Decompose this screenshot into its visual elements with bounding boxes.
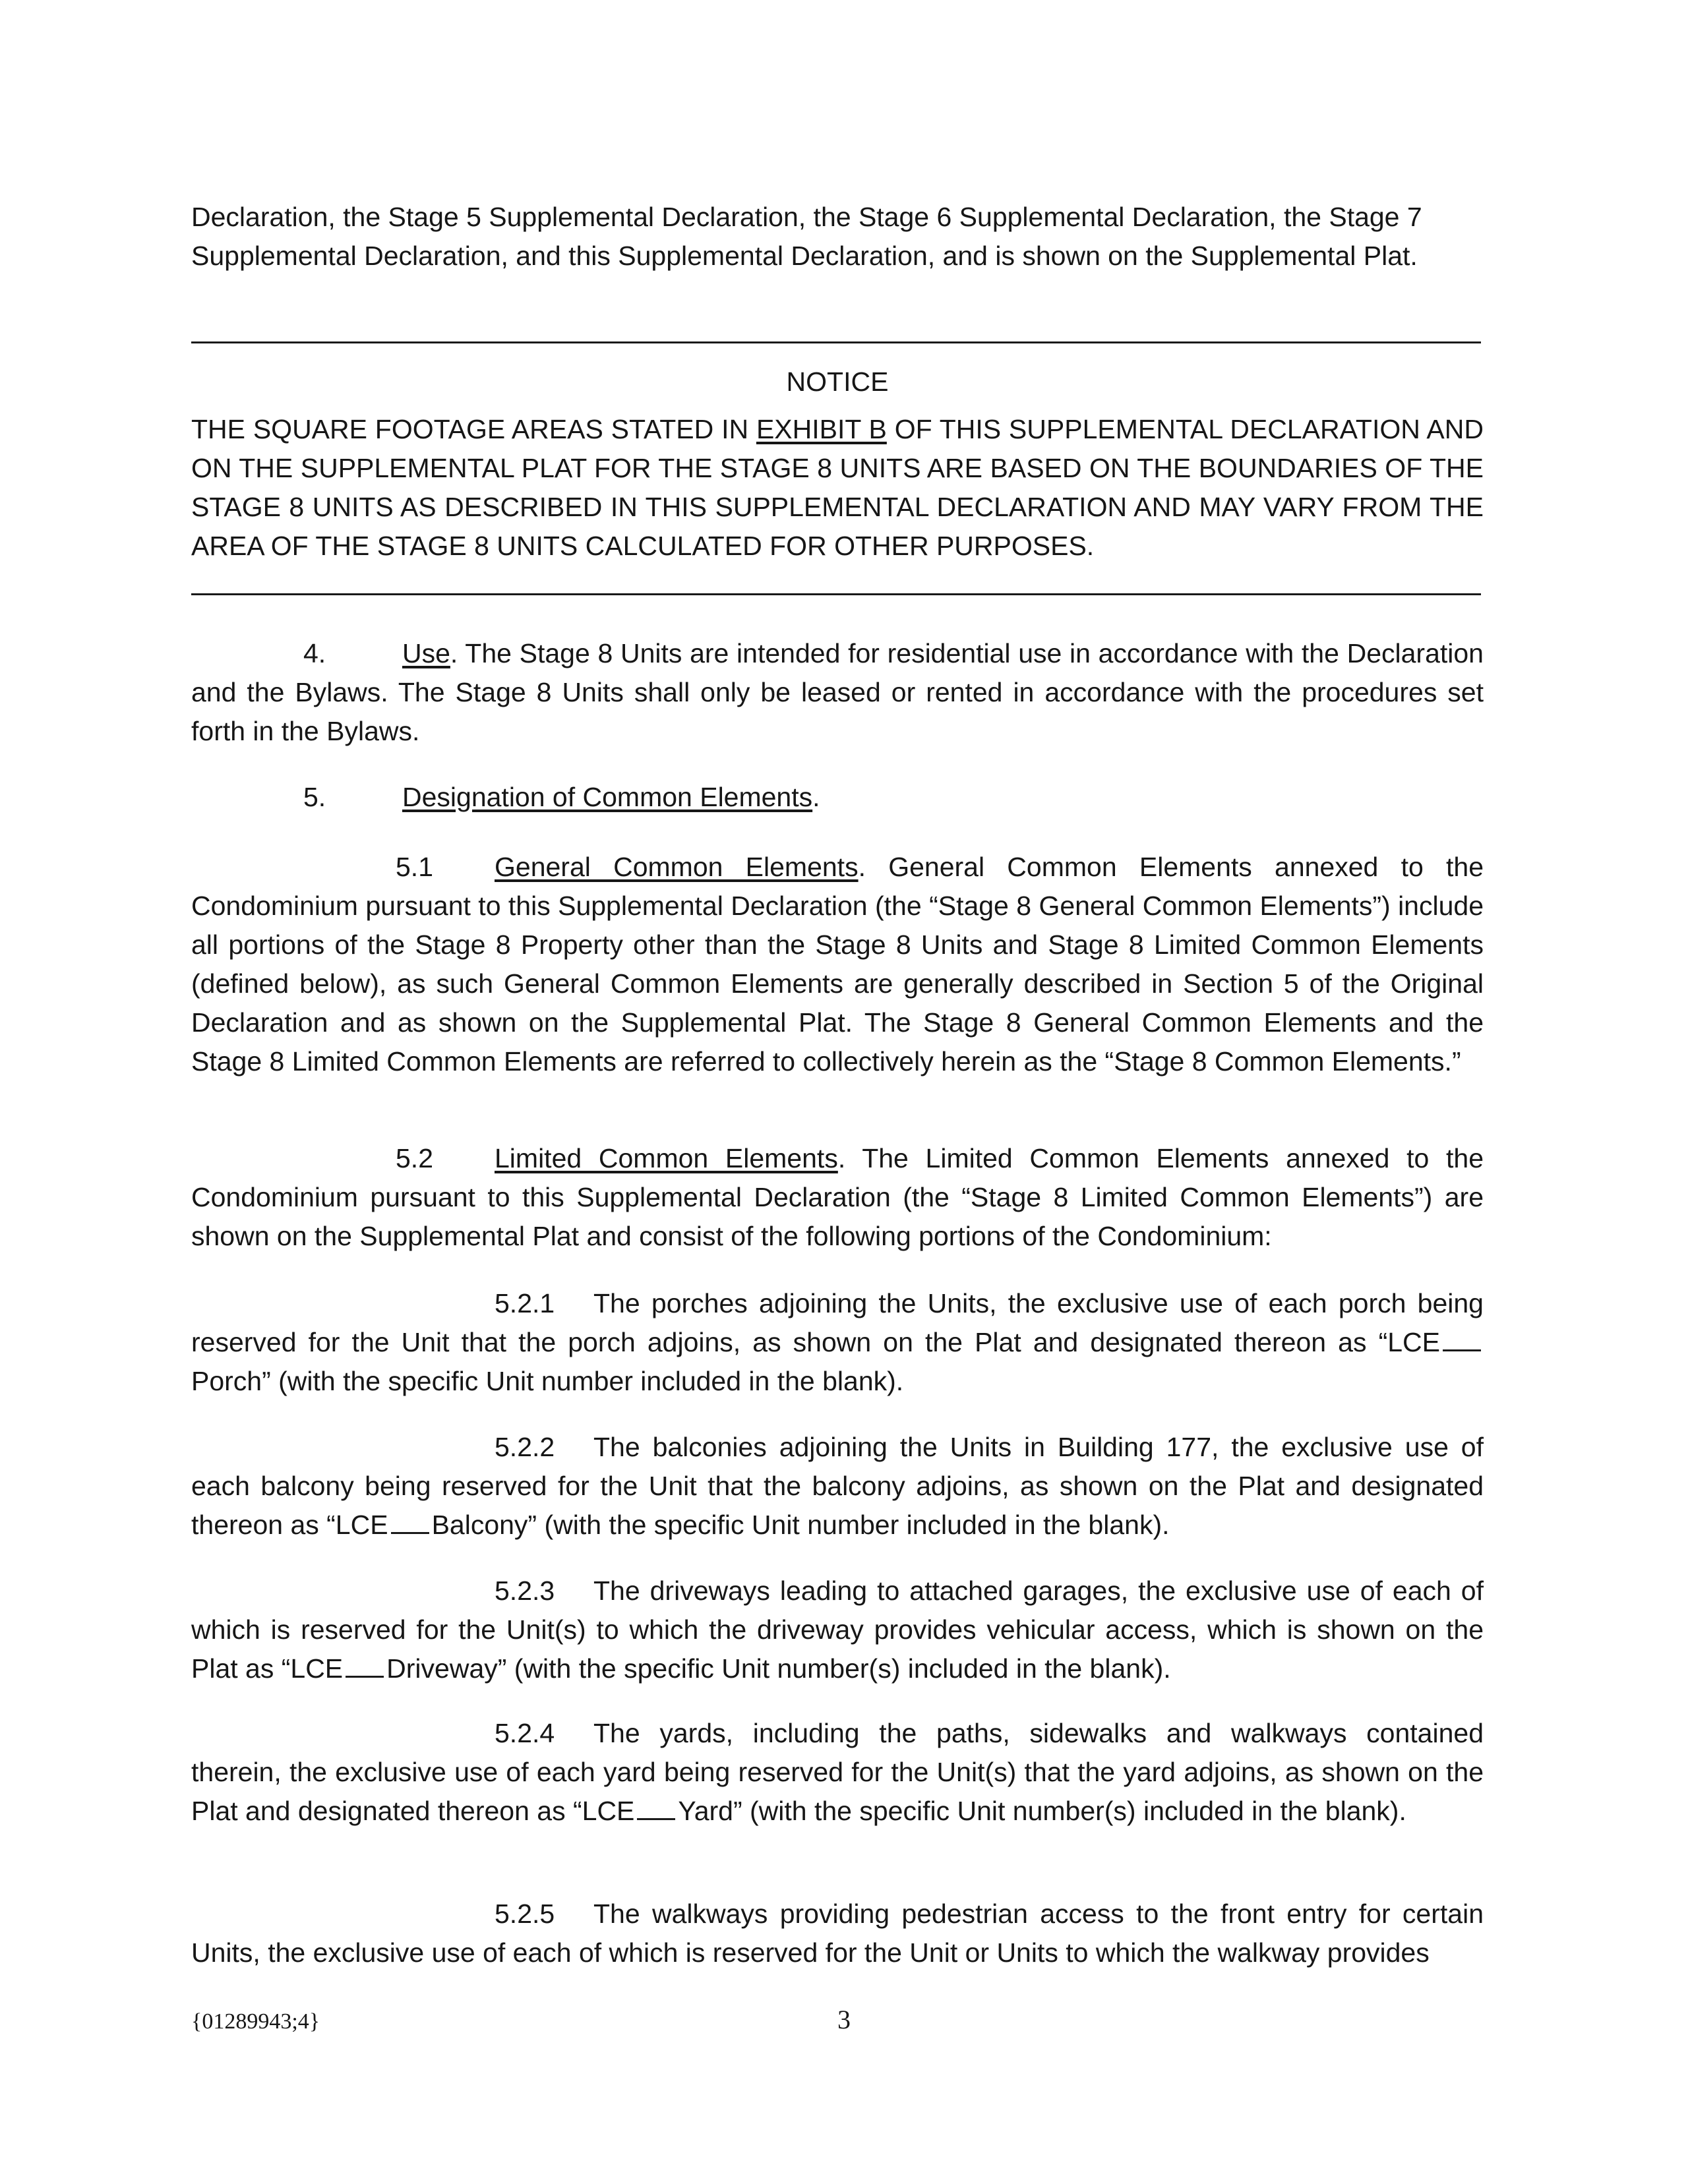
- section-5-2-3-driveways: 5.2.3 The driveways leading to attached garages, the exclusive use of each of which is reserved for the Unit(s) to which the driveway provides vehicular access, which is shown on the Plat as “LCE Driveway” (with the specific Unit number(s) included in the blank).: [191, 1572, 1484, 1688]
- section-number: 5.1: [396, 852, 433, 882]
- section-heading: Designation of Common Elements: [402, 782, 813, 812]
- section-5-1-general-common-elements: 5.1 General Common Elements. General Common Elements annexed to the Condominium pursuant to this Supplemental Declaration (the “Stage 8 General Common Elements”) include all portions of the Stage 8 Property other than the Stage 8 Units and Stage 8 Limited Common Elements (defined below), as such General Common Elements are generally described in Section 5 of the Original Declaration and as shown on the Supplemental Plat. The Stage 8 General Common Elements and the Stage 8 Limited Common Elements are referred to collectively herein as the “Stage 8 Common Elements.”: [191, 848, 1484, 1081]
- section-heading: General Common Elements: [495, 852, 859, 882]
- notice-body: THE SQUARE FOOTAGE AREAS STATED IN EXHIBIT B OF THIS SUPPLEMENTAL DECLARATION AND ON THE SUPPLEMENTAL PLAT FOR THE STAGE 8 UNITS ARE BASED ON THE BOUNDARIES OF THE STAGE 8 UNITS AS DESCRIBED IN THIS SUPPLEMENTAL DECLARATION AND MAY VARY FROM THE AREA OF THE STAGE 8 UNITS CALCULATED FOR OTHER PURPOSES.: [191, 414, 1484, 561]
- intro-paragraph: [191, 198, 1484, 276]
- section-number: 5.2: [396, 1143, 433, 1173]
- section-5-2-5-walkways: 5.2.5 The walkways providing pedestrian access to the front entry for certain Units, the exclusive use of each of which is reserved for the Unit or Units to which the walkway provides: [191, 1895, 1484, 1972]
- unit-number-blank: [1443, 1330, 1481, 1351]
- document-id: {01289943;4}: [191, 2009, 320, 2034]
- section-number: 5.2.5: [495, 1899, 555, 1929]
- section-5-2-1-porches: 5.2.1 The porches adjoining the Units, the exclusive use of each porch being reserved for the Unit that the porch adjoins, as shown on the Plat and designated thereon as “LCEPorch” (with the specific Unit number included in the blank).: [191, 1284, 1484, 1401]
- section-5-2-4-yards: 5.2.4 The yards, including the paths, sidewalks and walkways contained therein, the exclusive use of each yard being reserved for the Unit(s) that the yard adjoins, as shown on the Plat and designated thereon as “LCE Yard” (with the specific Unit number(s) included in the blank).: [191, 1714, 1484, 1831]
- section-number: 5.2.4: [495, 1718, 555, 1748]
- section-number: 5.2.1: [495, 1288, 555, 1318]
- section-5-2-limited-common-elements: 5.2 Limited Common Elements. The Limited Common Elements annexed to the Condominium pursuant to this Supplemental Declaration (the “Stage 8 Limited Common Elements”) are shown on the Supplemental Plat and consist of the following portions of the Condominium:: [191, 1139, 1484, 1256]
- notice-top-rule: [191, 341, 1481, 343]
- page-number: 3: [837, 2005, 851, 2034]
- unit-number-blank: [637, 1798, 675, 1820]
- section-heading: Use: [402, 638, 450, 668]
- exhibit-b-reference: EXHIBIT B: [756, 414, 887, 444]
- unit-number-blank: [346, 1656, 384, 1678]
- notice-title: NOTICE: [786, 367, 889, 397]
- section-number: 5.: [303, 782, 326, 812]
- section-5-heading: 5. Designation of Common Elements.: [191, 778, 1484, 817]
- unit-number-blank: [391, 1512, 429, 1534]
- section-4-use: 4. Use. The Stage 8 Units are intended for residential use in accordance with the Declaration and the Bylaws. The Stage 8 Units shall only be leased or rented in accordance with the procedures set forth in the Bylaws.: [191, 634, 1484, 751]
- section-heading: Limited Common Elements: [495, 1143, 838, 1173]
- notice-bottom-rule: [191, 593, 1481, 595]
- intro-line-1: Declaration, the Stage 5 Supplemental Declaration, the Stage 6 Supplemental Declaration, the Stage 7: [191, 202, 1422, 232]
- section-5-2-2-balconies: 5.2.2 The balconies adjoining the Units in Building 177, the exclusive use of each balcony being reserved for the Unit that the balcony adjoins, as shown on the Plat and designated thereon as “LCE Balcony” (with the specific Unit number included in the blank).: [191, 1428, 1484, 1545]
- section-number: 5.2.2: [495, 1432, 555, 1462]
- section-number: 4.: [303, 638, 326, 668]
- intro-line-2: Supplemental Declaration, and this Supplemental Declaration, and is shown on the Supplemental Plat.: [191, 241, 1418, 271]
- section-number: 5.2.3: [495, 1576, 555, 1606]
